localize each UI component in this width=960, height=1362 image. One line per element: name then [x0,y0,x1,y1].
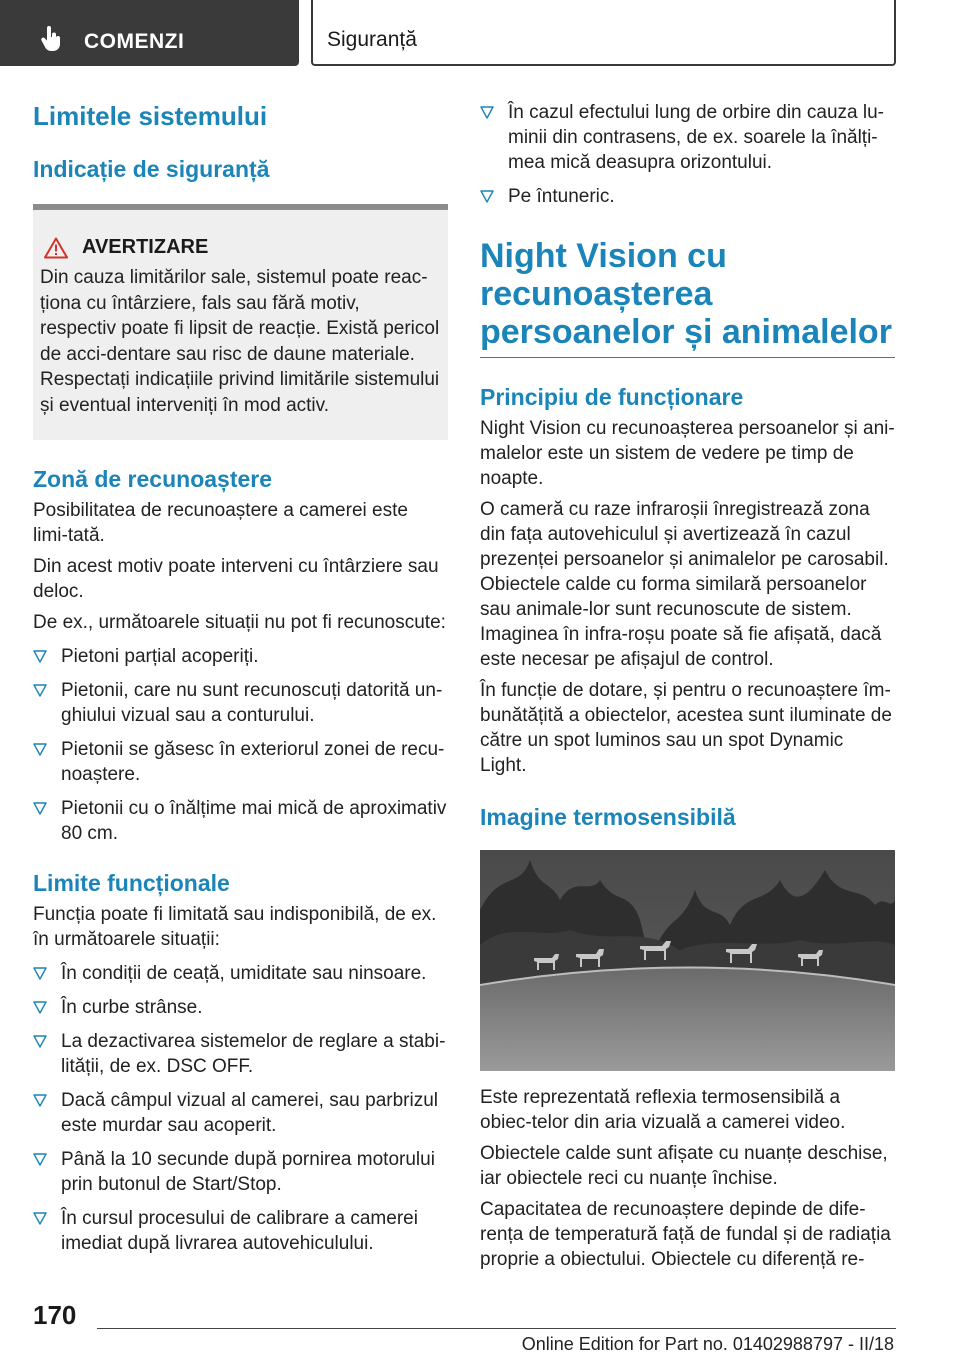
paragraph: În funcție de dotare, și pentru o recunoaștere îm-bunătățită a obiectelor, acestea sunt iluminate de către un spot luminos sau un spot Dynamic Light. [480,680,892,776]
functional-limits-list [33,961,448,1256]
hand-pointer-icon [40,26,64,52]
list-item: Pe întuneric. [480,184,895,209]
bullet-triangle-icon [33,967,47,980]
list-item: În cazul efectului lung de orbire din cauza lu-minii din contrasens, de ex. soarele la înălți-mea mică deasupra orizontului. [480,100,895,175]
list-item: Pietonii se găsesc în exteriorul zonei de recu-noaștere. [33,737,448,787]
warning-header [40,236,440,259]
warning-triangle-icon [44,237,68,259]
subsection-safety: Indicație de siguranță [33,156,270,182]
bullet-triangle-icon [33,1094,47,1107]
thermal-image-figure [480,850,895,1071]
list-item: În curbe strânse. [33,995,448,1020]
page-number: 170 [33,1300,77,1330]
warning-text: Din cauza limitărilor sale, sistemul poate reac-ționa cu întârziere, fals sau fără motiv, respectiv poate fi lipsit de reacție. Există pericol de acci-dentare sau risc de daune materiale. Respectați indicațiile privind limitările sistemului și eventual interveniți în mod activ. [40,267,440,416]
thermal-image-text [480,1085,895,1272]
list-item: În condiții de ceață, umiditate sau ninsoare. [33,961,448,986]
left-column [33,100,448,1256]
footer-edition: Online Edition for Part no. 01402988797 - II/18 [521,1334,894,1354]
list-item: Până la 10 secunde după pornirea motorului prin butonul de Start/Stop. [33,1147,448,1197]
paragraph: O cameră cu raze infraroșii înregistrează zona din fața autovehiculul și avertizează în cazul prezenței persoanelor și animalelor pe carosabil. Obiectele calde cu forma similară persoanelor sau animale-lor sunt recunoscute de sistem. Imaginea în infra-roșu poate să fie afișată, dacă este necesar pe afișajul de control. [480,499,889,670]
bullet-triangle-icon [480,106,494,119]
list-item: Pietoni parțial acoperiți. [33,644,448,669]
bullet-triangle-icon [33,1001,47,1014]
bullet-triangle-icon [480,190,494,203]
operating-principle-text [480,416,895,778]
paragraph: Posibilitatea de recunoaștere a camerei este limi-tată. [33,500,408,546]
bullet-triangle-icon [33,1212,47,1225]
list-item: La dezactivarea sistemelor de reglare a stabi-lității, de ex. DSC OFF. [33,1029,448,1079]
list-item: Dacă câmpul vizual al camerei, sau parbrizul este murdar sau acoperit. [33,1088,448,1138]
chapter-title-night-vision: Night Vision cu recunoașterea persoanelor și animalelor [480,237,895,358]
header-command-tab[interactable] [0,0,299,66]
bullet-triangle-icon [33,650,47,663]
header-command-label: COMENZI [84,30,185,53]
continued-limits-list [480,100,895,209]
recognition-zone-list [33,644,448,846]
warning-box [33,204,448,440]
section-title-limits: Limitele sistemului [33,101,268,131]
paragraph: Este reprezentată reflexia termosensibilă a obiec-telor din aria vizuală a camerei video. [480,1087,846,1133]
subsection-operating-principle: Principiu de funcționare [480,384,744,410]
paragraph: Capacitatea de recunoaștere depinde de dife-rența de temperatură față de fundal și de radiația proprie a obiectului. Obiectele cu diferență re- [480,1199,891,1270]
paragraph: Obiectele calde sunt afișate cu nuanțe deschise, iar obiectele reci cu nuanțe închise. [480,1143,888,1189]
warning-label: AVERTIZARE [82,236,209,258]
subsection-functional-limits: Limite funcționale [33,870,230,896]
functional-limits-text [33,902,448,952]
right-column [480,100,895,1272]
list-item: Pietonii, care nu sunt recunoscuți datorită un-ghiului vizual sau a conturului. [33,678,448,728]
bullet-triangle-icon [33,1035,47,1048]
list-item: Pietonii cu o înălțime mai mică de aproximativ 80 cm. [33,796,448,846]
bullet-triangle-icon [33,802,47,815]
paragraph: Funcția poate fi limitată sau indisponibilă, de ex. în următoarele situații: [33,904,437,950]
subsection-thermal-image: Imagine termosensibilă [480,804,736,830]
list-item: În cursul procesului de calibrare a camerei imediat după livrarea autovehiculului. [33,1206,448,1256]
paragraph: Din acest motiv poate interveni cu întârziere sau deloc. [33,556,439,602]
bullet-triangle-icon [33,684,47,697]
paragraph: Night Vision cu recunoașterea persoanelor și ani-malelor este un sistem de vedere pe timp de noapte. [480,418,895,489]
footer-divider [97,1328,896,1329]
subsection-recognition-zone: Zonă de recunoaștere [33,466,273,492]
header-section-label: Siguranță [327,28,417,51]
paragraph: De ex., următoarele situații nu pot fi recunoscute: [33,612,446,633]
recognition-zone-text [33,498,448,635]
bullet-triangle-icon [33,743,47,756]
header-section-tab[interactable] [311,0,896,66]
bullet-triangle-icon [33,1153,47,1166]
